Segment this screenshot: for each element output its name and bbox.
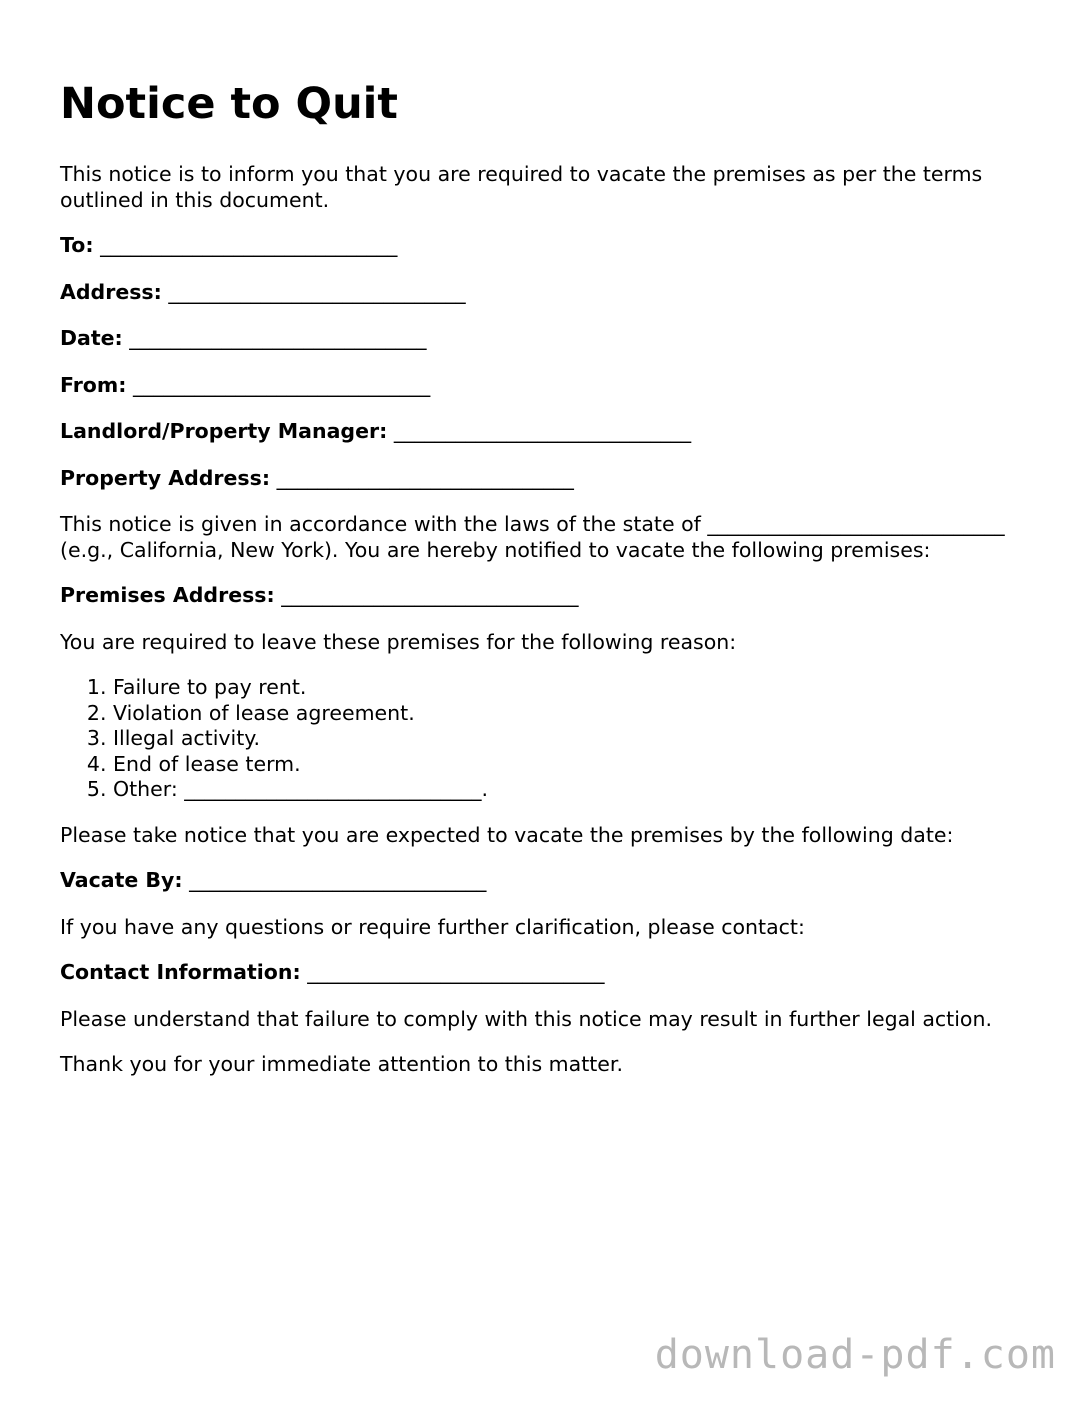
contact-intro: If you have any questions or require further clarification, please contact:	[60, 914, 805, 939]
reason-intro: You are required to leave these premises for the following reason:	[60, 629, 737, 654]
field-blank: _____________________________	[132, 372, 431, 397]
field-label: Premises Address:	[60, 583, 275, 607]
closing-paragraph: Thank you for your immediate attention to this matter.	[60, 1052, 623, 1076]
watermark: download-pdf.com	[654, 1332, 1056, 1378]
field-label: Property Address:	[60, 465, 271, 490]
vacate-intro: Please take notice that you are expected to vacate the premises by the following date:	[60, 822, 954, 847]
list-item: 5. Other: _____________________________.	[113, 777, 1035, 803]
list-item: 2. Violation of lease agreement.	[113, 701, 1035, 727]
field-contact-information	[60, 960, 1035, 986]
field-from	[60, 373, 1035, 399]
document-title: Notice to Quit	[60, 79, 398, 129]
field-address	[60, 280, 1035, 306]
field-label: To:	[60, 233, 94, 257]
list-item: 3. Illegal activity.	[113, 726, 1035, 752]
field-label: Vacate By:	[60, 868, 183, 892]
field-blank: _____________________________	[307, 960, 605, 984]
field-blank: _____________________________	[276, 465, 574, 490]
field-label: From:	[60, 372, 127, 397]
field-blank: _____________________________	[129, 326, 427, 350]
field-blank: _____________________________	[393, 419, 692, 443]
list-item: 1. Failure to pay rent.	[113, 675, 1035, 701]
field-blank: _____________________________	[281, 583, 579, 607]
field-blank: _____________________________	[168, 279, 466, 304]
field-label: Landlord/Property Manager:	[60, 419, 388, 443]
warning-paragraph: Please understand that failure to comply with this notice may result in further legal action.	[60, 1006, 992, 1031]
list-item: 4. End of lease term.	[113, 752, 1035, 778]
field-premises-address	[60, 583, 1035, 609]
reason-list	[60, 675, 1035, 803]
document-page	[60, 78, 1035, 1098]
intro-paragraph: This notice is to inform you that you are required to vacate the premises as per the terms outlined in this document.	[60, 162, 983, 212]
field-landlord	[60, 419, 1035, 445]
law-paragraph: This notice is given in accordance with the laws of the state of _____________________________ (e.g., California, New York). You are hereby notified to vacate the following premises:	[60, 512, 1005, 562]
field-to	[60, 233, 1035, 259]
field-date	[60, 326, 1035, 352]
field-label: Contact Information:	[60, 960, 301, 984]
field-label: Date:	[60, 326, 123, 350]
field-vacate-by	[60, 868, 1035, 894]
field-blank: _____________________________	[100, 233, 398, 257]
field-label: Address:	[60, 279, 162, 304]
field-property-address	[60, 466, 1035, 492]
field-blank: _____________________________	[189, 868, 487, 892]
